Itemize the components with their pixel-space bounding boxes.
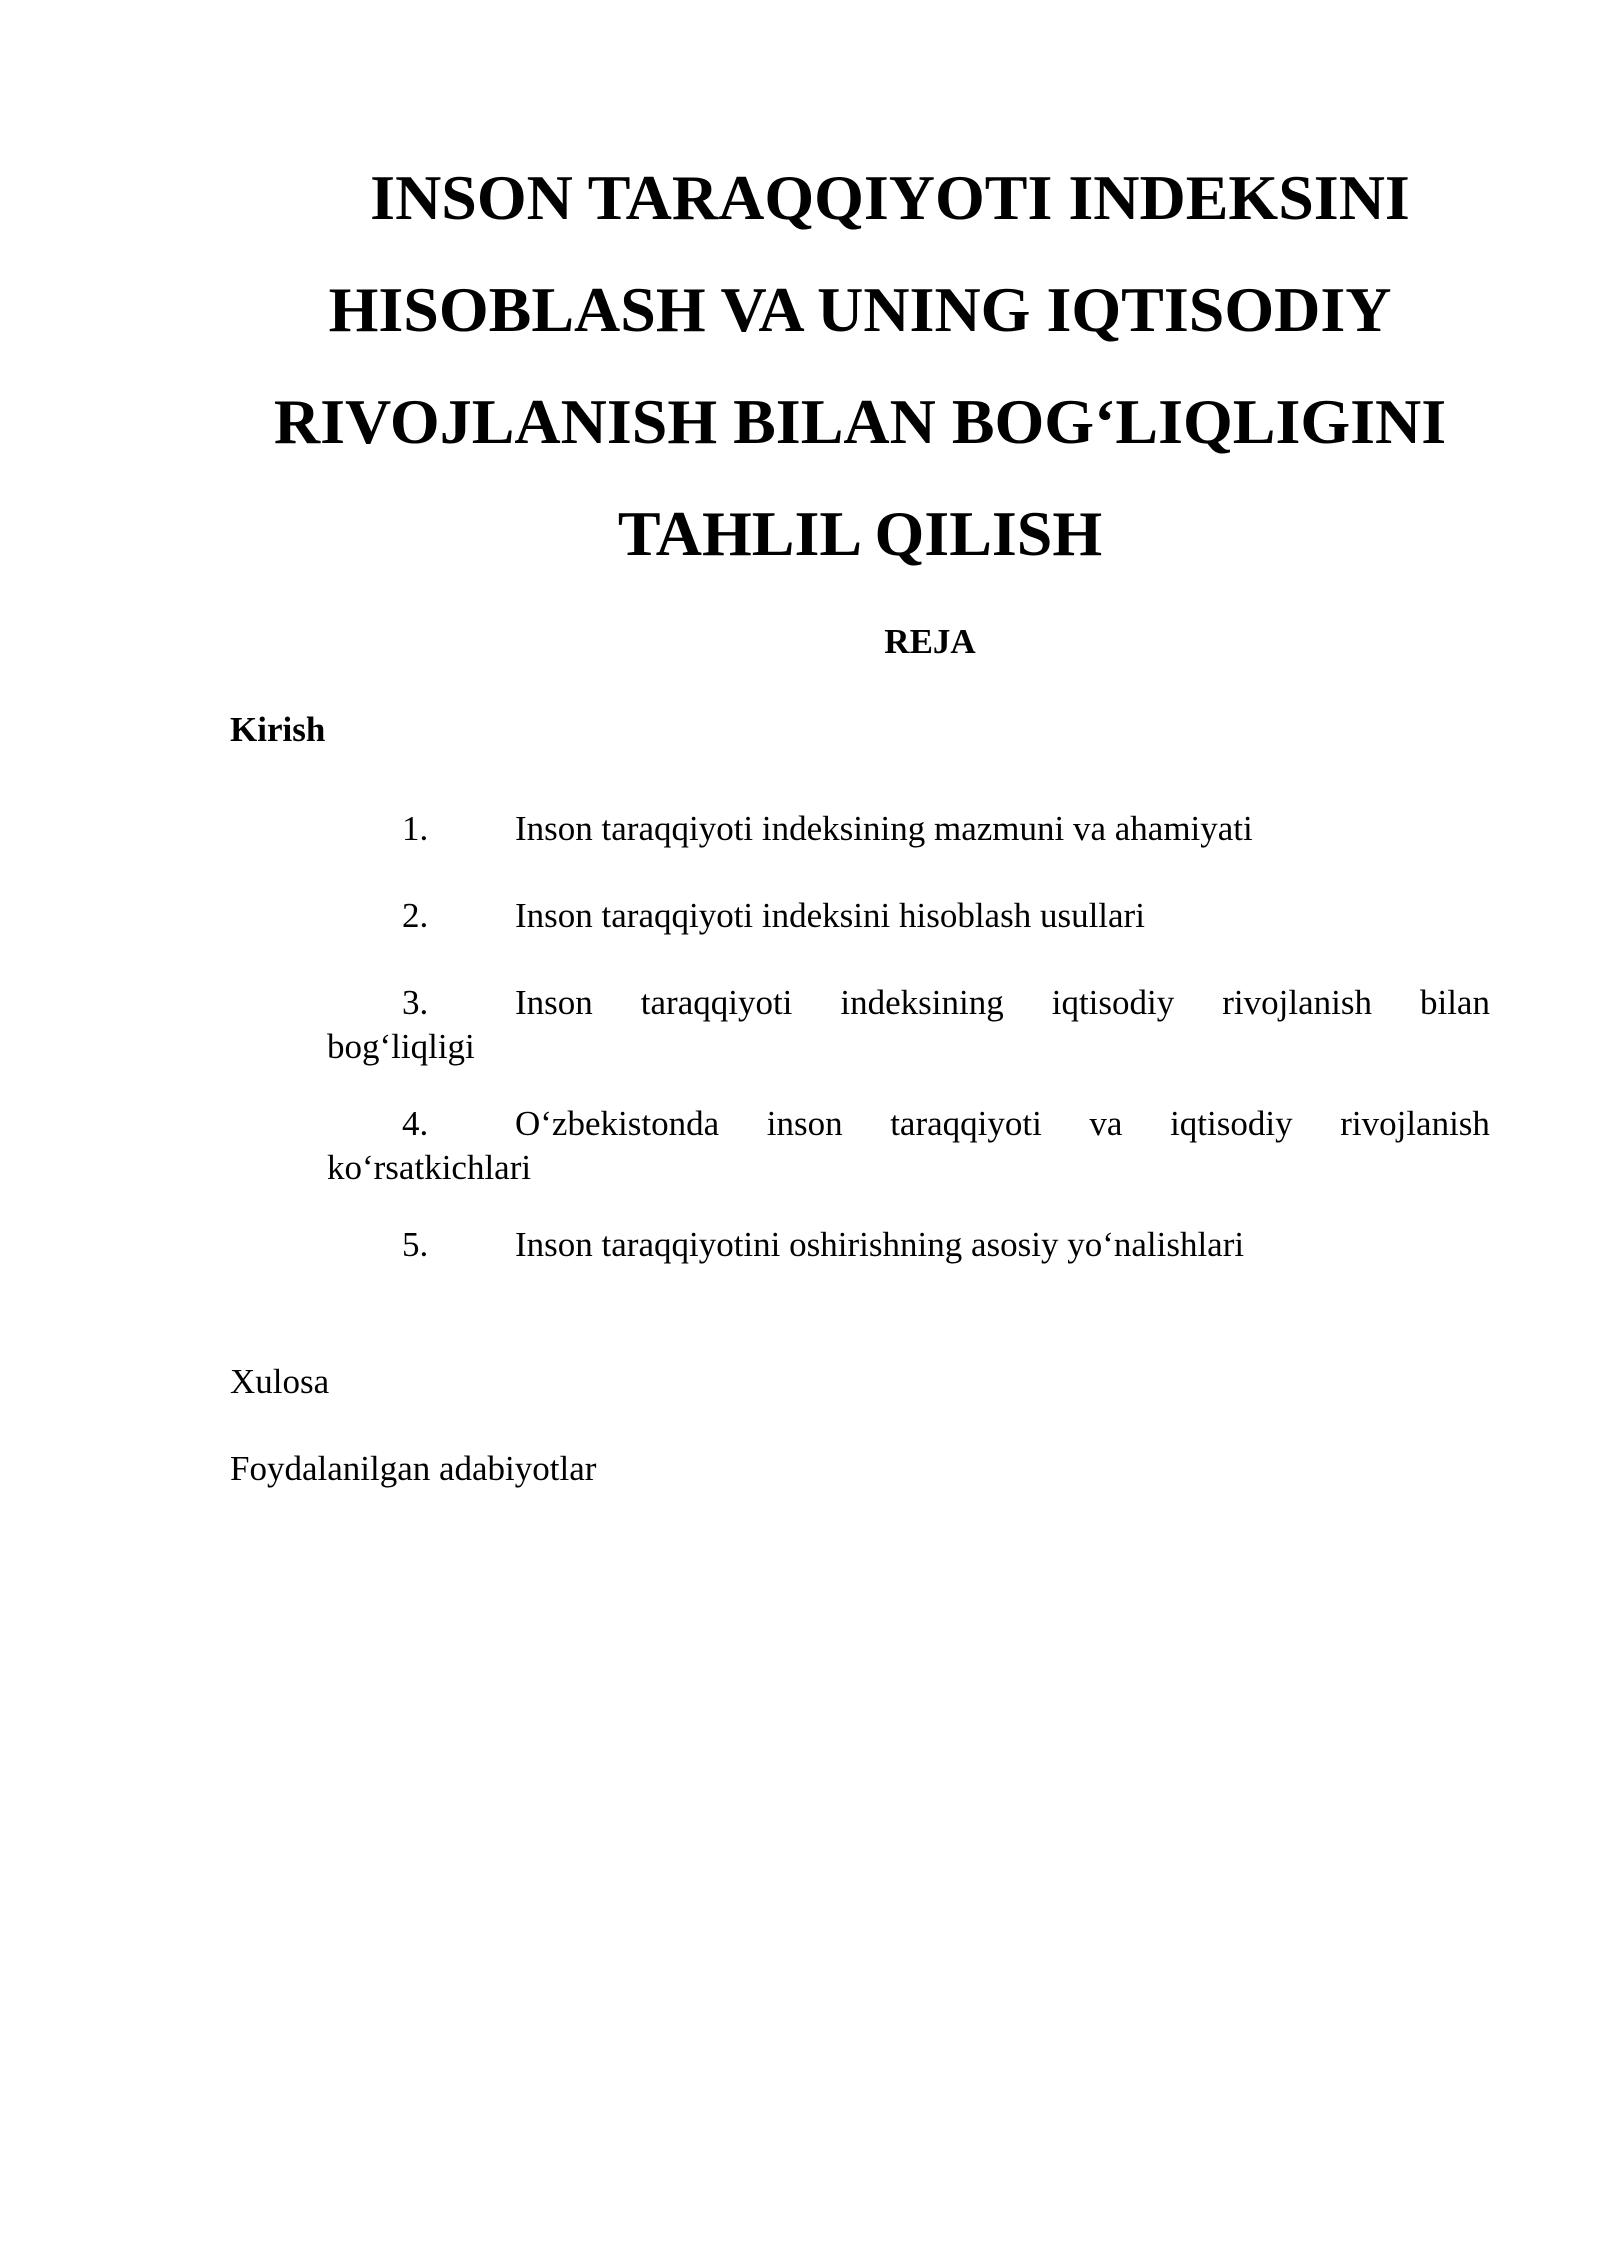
plan-item (327, 1091, 1490, 1190)
intro-heading: Kirish (230, 710, 326, 749)
conclusion-heading: Xulosa (230, 1362, 330, 1401)
title-line: RIVOJLANISH BILAN BOG‘LIQLIGINI (273, 386, 1447, 457)
plan-item-continuation: bog‘liqligi (327, 1027, 475, 1066)
plan-item-text: Inson taraqqiyotini oshirishning asosiy yo‘nalishlari (515, 1225, 1245, 1264)
document-title (230, 142, 1490, 590)
plan-item-line (327, 883, 1490, 948)
plan-item-number: 4. (402, 1104, 429, 1143)
plan-item-word: iqtisodiy (1170, 1104, 1293, 1143)
title-line: HISOBLASH VA UNING IQTISODIY (328, 274, 1392, 345)
plan-item-word: O‘zbekistonda (515, 1104, 720, 1143)
plan-item-line (327, 970, 1490, 1035)
plan-item-text (515, 970, 1490, 1035)
plan-item-number: 5. (402, 1225, 429, 1264)
plan-item-word: inson (766, 1104, 843, 1143)
references-heading: Foydalanilgan adabiyotlar (230, 1449, 597, 1488)
title-line: TAHLIL QILISH (617, 498, 1103, 569)
plan-item-text: Inson taraqqiyoti indeksining mazmuni va ahamiyati (515, 809, 1253, 848)
plan-heading: REJA (884, 622, 976, 661)
plan-item (327, 1212, 1490, 1277)
plan-item-number: 3. (402, 983, 429, 1022)
plan-item-number: 2. (402, 896, 429, 935)
title-line: INSON TARAQQIYOTI INDEKSINI (370, 162, 1410, 233)
plan-item-word: rivojlanish (1222, 983, 1372, 1022)
plan-item (327, 883, 1490, 948)
plan-item-word: indeksining (840, 983, 1004, 1022)
plan-item-word: rivojlanish (1340, 1104, 1490, 1143)
plan-list (327, 796, 1490, 1299)
plan-item-word: taraqqiyoti (640, 983, 793, 1022)
plan-item-continuation: ko‘rsatkichlari (327, 1148, 532, 1187)
plan-item-number: 1. (402, 809, 429, 848)
plan-item (327, 970, 1490, 1069)
plan-item-text (515, 1091, 1490, 1156)
plan-item-word: bilan (1419, 983, 1490, 1022)
plan-item-word: va (1089, 1104, 1123, 1143)
plan-item-text: Inson taraqqiyoti indeksini hisoblash usullari (515, 896, 1145, 935)
plan-item-word: taraqqiyoti (890, 1104, 1042, 1143)
plan-item-line (327, 1212, 1490, 1277)
plan-item-line (327, 796, 1490, 861)
plan-item (327, 796, 1490, 861)
plan-item-word: iqtisodiy (1051, 983, 1175, 1022)
plan-item-word: Inson (515, 983, 593, 1022)
